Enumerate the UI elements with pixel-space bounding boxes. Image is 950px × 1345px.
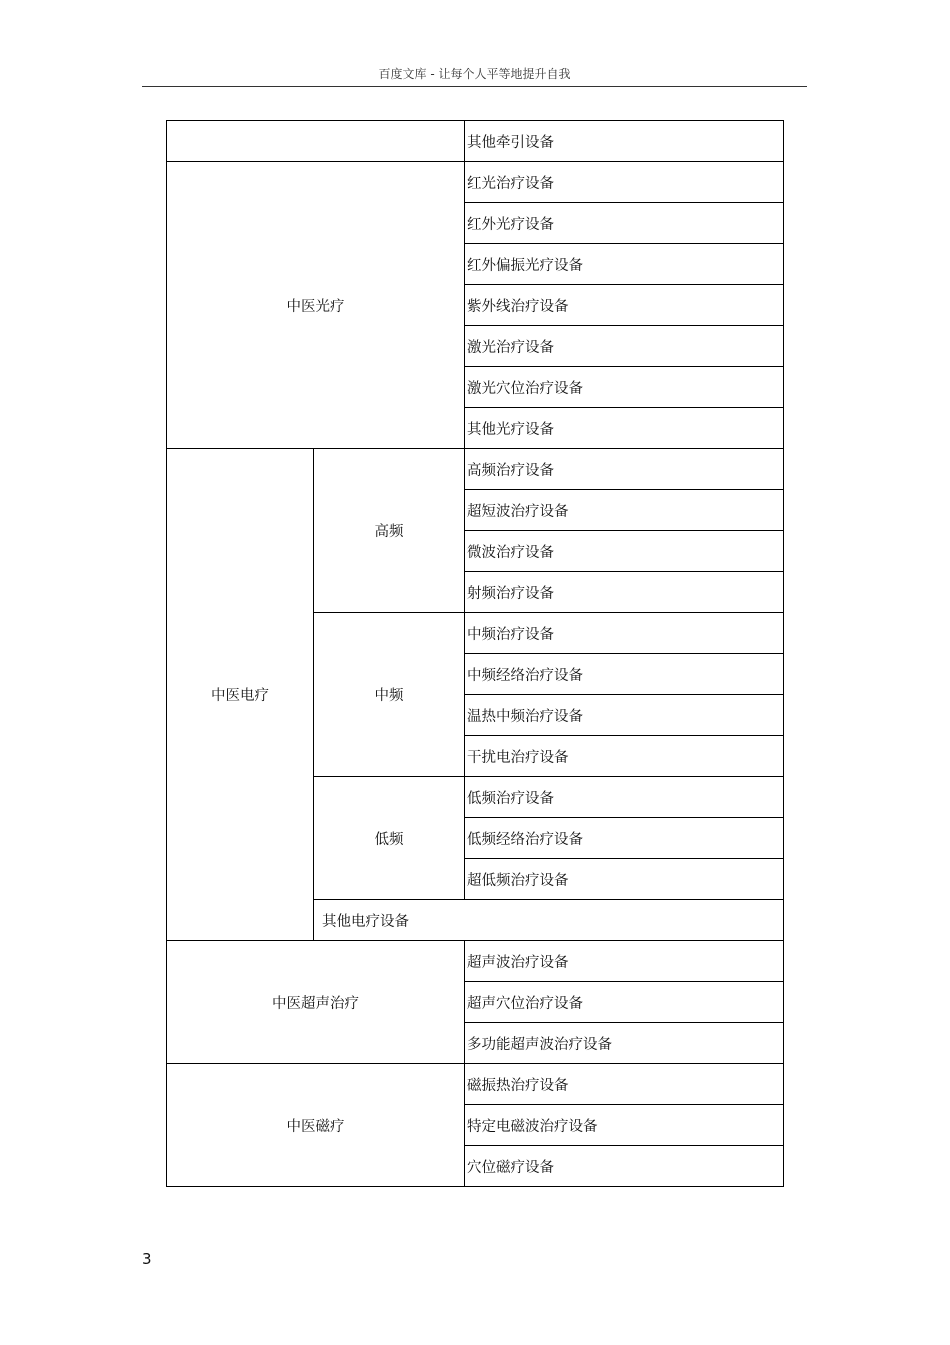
item-cell: 其他电疗设备 (314, 900, 784, 941)
item-cell: 红外偏振光疗设备 (465, 244, 784, 285)
item-cell: 微波治疗设备 (465, 531, 784, 572)
subcategory-cell: 高频 (314, 449, 465, 613)
item-cell: 超短波治疗设备 (465, 490, 784, 531)
item-cell: 低频经络治疗设备 (465, 818, 784, 859)
item-cell: 磁振热治疗设备 (465, 1064, 784, 1105)
item-cell: 特定电磁波治疗设备 (465, 1105, 784, 1146)
table-row (167, 449, 784, 490)
table-row (167, 162, 784, 203)
item-cell: 中频治疗设备 (465, 613, 784, 654)
item-cell: 红光治疗设备 (465, 162, 784, 203)
item-cell: 多功能超声波治疗设备 (465, 1023, 784, 1064)
table-row (167, 1064, 784, 1105)
item-cell: 穴位磁疗设备 (465, 1146, 784, 1187)
empty-cell (167, 121, 465, 162)
category-cell: 中医超声治疗 (167, 941, 465, 1064)
page-header: 百度文库 - 让每个人平等地提升自我 (142, 64, 807, 87)
table-row (167, 941, 784, 982)
item-cell: 干扰电治疗设备 (465, 736, 784, 777)
item-cell: 激光穴位治疗设备 (465, 367, 784, 408)
category-cell: 中医磁疗 (167, 1064, 465, 1187)
table-row (167, 121, 784, 162)
item-cell: 其他光疗设备 (465, 408, 784, 449)
item-cell: 中频经络治疗设备 (465, 654, 784, 695)
subcategory-cell: 中频 (314, 613, 465, 777)
item-cell: 高频治疗设备 (465, 449, 784, 490)
subcategory-cell: 低频 (314, 777, 465, 900)
page-number: 3 (142, 1250, 152, 1268)
item-cell: 其他牵引设备 (465, 121, 784, 162)
item-cell: 超声穴位治疗设备 (465, 982, 784, 1023)
item-cell: 温热中频治疗设备 (465, 695, 784, 736)
category-cell: 中医电疗 (167, 449, 314, 941)
equipment-table (166, 120, 784, 1187)
item-cell: 超低频治疗设备 (465, 859, 784, 900)
item-cell: 激光治疗设备 (465, 326, 784, 367)
category-cell: 中医光疗 (167, 162, 465, 449)
item-cell: 紫外线治疗设备 (465, 285, 784, 326)
item-cell: 射频治疗设备 (465, 572, 784, 613)
item-cell: 超声波治疗设备 (465, 941, 784, 982)
item-cell: 红外光疗设备 (465, 203, 784, 244)
item-cell: 低频治疗设备 (465, 777, 784, 818)
